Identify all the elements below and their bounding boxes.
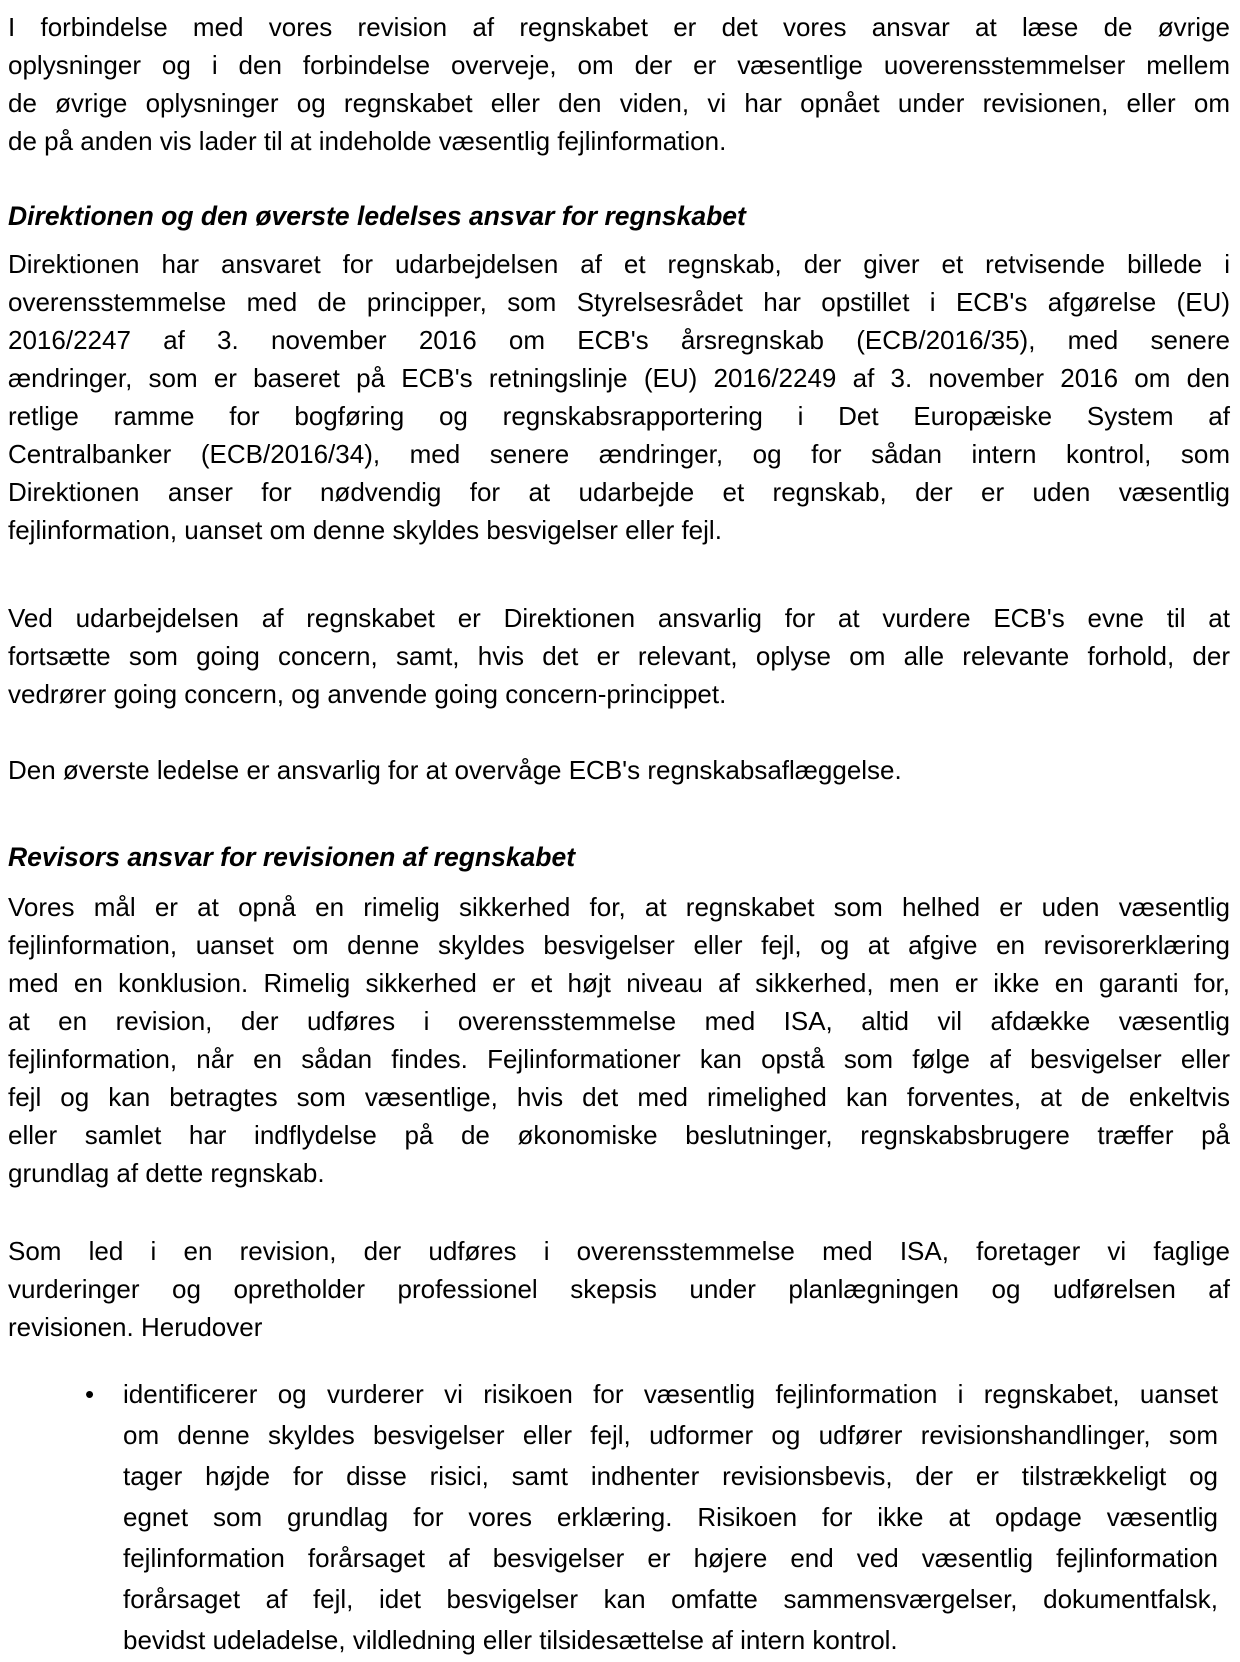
paragraph-management-responsibility	[8, 245, 1230, 549]
text-line: vedrører going concern, og anvende going concern-princippet.	[8, 679, 727, 709]
paragraph-audit-approach-intro	[8, 1232, 1230, 1346]
text-line: forårsaget af fejl, idet besvigelser kan omfatte sammensværgelser, dokumentfalsk,	[123, 1584, 1218, 1614]
text-line: overensstemmelse med de principper, som Styrelsesrådet har opstillet i ECB's afgørelse (EU)	[8, 287, 1230, 317]
bullet-icon: •	[85, 1379, 95, 1409]
text-line: fejl og kan betragtes som væsentlige, hvis det med rimelighed kan forventes, at de enkeltvis	[8, 1082, 1230, 1112]
text-line: Vores mål er at opnå en rimelig sikkerhed for, at regnskabet som helhed er uden væsentlig	[8, 892, 1230, 922]
paragraph-other-information	[8, 8, 1230, 160]
text-line: fejlinformation forårsaget af besvigelser er højere end ved væsentlig fejlinformation	[123, 1543, 1218, 1573]
paragraph-auditor-objective	[8, 888, 1230, 1192]
section-heading-management-responsibility: Direktionen og den øverste ledelses ansvar for regnskabet	[8, 201, 746, 231]
bullet-list	[8, 1374, 1230, 1661]
text-line: egnet som grundlag for vores erklæring. Risikoen for ikke at opdage væsentlig	[123, 1502, 1218, 1532]
text-line: Ved udarbejdelsen af regnskabet er Direktionen ansvarlig for at vurdere ECB's evne til at	[8, 603, 1230, 633]
text-line: fejlinformation, uanset om denne skyldes besvigelser eller fejl, og at afgive en revisorerklæring	[8, 930, 1230, 960]
paragraph-going-concern	[8, 599, 1230, 713]
text-line: de på anden vis lader til at indeholde væsentlig fejlinformation.	[8, 126, 727, 156]
text-line: eller samlet har indflydelse på de økonomiske beslutninger, regnskabsbrugere træffer på	[8, 1120, 1230, 1150]
text-line: Direktionen har ansvaret for udarbejdelsen af et regnskab, der giver et retvisende billede i	[8, 249, 1230, 279]
text-line: Direktionen anser for nødvendig for at udarbejde et regnskab, der er uden væsentlig	[8, 477, 1230, 507]
text-line: fortsætte som going concern, samt, hvis det er relevant, oplyse om alle relevante forhold, der	[8, 641, 1230, 671]
text-line: at en revision, der udføres i overensstemmelse med ISA, altid vil afdække væsentlig	[8, 1006, 1230, 1036]
text-line: fejlinformation, uanset om denne skyldes besvigelser eller fejl.	[8, 515, 722, 545]
text-line: grundlag af dette regnskab.	[8, 1158, 325, 1188]
text-line: oplysninger og i den forbindelse overveje, om der er væsentlige uoverensstemmelser mellem	[8, 50, 1230, 80]
text-line: Den øverste ledelse er ansvarlig for at overvåge ECB's regnskabsaflæggelse.	[8, 755, 902, 785]
text-line: vurderinger og opretholder professionel skepsis under planlægningen og udførelsen af	[8, 1274, 1230, 1304]
text-line: retlige ramme for bogføring og regnskabsrapportering i Det Europæiske System af	[8, 401, 1230, 431]
bullet-item-text	[123, 1374, 1218, 1661]
text-line: identificerer og vurderer vi risikoen for væsentlig fejlinformation i regnskabet, uanset	[123, 1379, 1218, 1409]
bullet-item-risk-identification	[8, 1374, 1230, 1661]
text-line: fejlinformation, når en sådan findes. Fejlinformationer kan opstå som følge af besvigelser eller	[8, 1044, 1230, 1074]
text-line: bevidst udeladelse, vildledning eller tilsidesættelse af intern kontrol.	[123, 1625, 898, 1655]
text-line: Som led i en revision, der udføres i overensstemmelse med ISA, foretager vi faglige	[8, 1236, 1230, 1266]
text-line: med en konklusion. Rimelig sikkerhed er et højt niveau af sikkerhed, men er ikke en garanti for,	[8, 968, 1230, 998]
text-line: tager højde for disse risici, samt indhenter revisionsbevis, der er tilstrækkeligt og	[123, 1461, 1218, 1491]
text-line: ændringer, som er baseret på ECB's retningslinje (EU) 2016/2249 af 3. november 2016 om den	[8, 363, 1230, 393]
section-heading-auditor-responsibility: Revisors ansvar for revisionen af regnskabet	[8, 842, 576, 872]
text-line: de øvrige oplysninger og regnskabet eller den viden, vi har opnået under revisionen, eller om	[8, 88, 1230, 118]
paragraph-oversight	[8, 751, 1230, 789]
text-line: Centralbanker (ECB/2016/34), med senere ændringer, og for sådan intern kontrol, som	[8, 439, 1230, 469]
text-line: 2016/2247 af 3. november 2016 om ECB's årsregnskab (ECB/2016/35), med senere	[8, 325, 1230, 355]
text-line: om denne skyldes besvigelser eller fejl, udformer og udfører revisionshandlinger, som	[123, 1420, 1218, 1450]
text-line: revisionen. Herudover	[8, 1312, 263, 1342]
text-line: I forbindelse med vores revision af regnskabet er det vores ansvar at læse de øvrige	[8, 12, 1230, 42]
